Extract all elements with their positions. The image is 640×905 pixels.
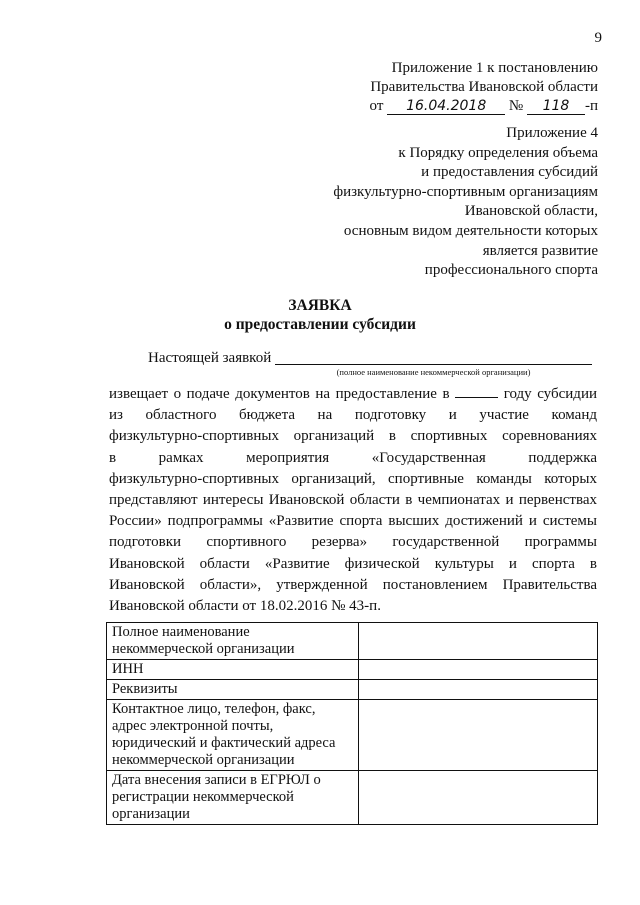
- appendix4-line: к Порядку определения объема: [398, 144, 598, 161]
- paragraph-line: подготовки спортивного резерва» государственной программы: [109, 534, 597, 551]
- appendix4-line: является развитие: [482, 242, 598, 259]
- number-suffix: -п: [584, 98, 598, 114]
- appendix1-dateline: [298, 97, 598, 116]
- row-label-requisites: Реквизиты: [107, 680, 359, 700]
- row-label-registration-date: Дата внесения записи в ЕГРЮЛ о регистрации некоммерческой организации: [107, 771, 359, 825]
- appendix4-line: Ивановской области,: [464, 203, 598, 220]
- paragraph-line: Ивановской области «Развитие физической культуры и спорта в: [109, 555, 597, 572]
- table-row: [107, 660, 598, 680]
- title-main: ЗАЯВКА: [288, 297, 352, 314]
- row-label-full-name: Полное наименование некоммерческой организации: [107, 623, 359, 660]
- page-number: 9: [594, 30, 602, 46]
- paragraph-line: Ивановской области от 18.02.2016 № 43-п.: [109, 597, 381, 614]
- appendix4-line: физкультурно-спортивным организациям: [333, 183, 598, 200]
- paragraph-line: Ивановской области», утвержденной постановлением Правительства: [109, 576, 597, 593]
- paragraph-line: в рамках мероприятия «Государственная поддержка: [109, 449, 597, 466]
- paragraph-line: извещает о подаче документов на предоставление в году субсидии: [109, 386, 597, 402]
- resolution-number: 118: [527, 99, 585, 115]
- row-label-contacts: Контактное лицо, телефон, факс, адрес электронной почты, юридический и фактический адреса некоммерческой организации: [107, 700, 359, 771]
- appendix4-line: Приложение 4: [506, 125, 598, 141]
- organization-name-hint: (полное наименование некоммерческой организации): [336, 367, 531, 377]
- paragraph-line: физкультурно-спортивных организаций в спортивных соревнованиях: [109, 428, 597, 445]
- title-sub: о предоставлении субсидии: [224, 316, 416, 333]
- paragraph-line: России» подпрограммы «Развитие спорта высших достижений и системы: [109, 513, 597, 530]
- appendix1-header: [298, 59, 598, 116]
- from-label: от: [369, 98, 384, 114]
- row-value-inn: [359, 660, 598, 680]
- application-paragraph: [109, 384, 597, 617]
- paragraph-line: из областного бюджета на подготовку и участие команд: [109, 407, 597, 424]
- row-value-contacts: [359, 700, 598, 771]
- row-label-inn: ИНН: [107, 660, 359, 680]
- table-row: [107, 680, 598, 700]
- document-title: [0, 296, 640, 334]
- row-value-full-name: [359, 623, 598, 660]
- paragraph-line: представляют интересы Ивановской области в чемпионатах и первенствах: [109, 491, 597, 508]
- table-row: [107, 623, 598, 660]
- appendix4-header: [268, 124, 598, 281]
- row-value-registration-date: [359, 771, 598, 825]
- year-blank: [455, 384, 498, 398]
- number-label: №: [508, 98, 524, 114]
- appendix4-line: и предоставления субсидий: [421, 164, 598, 181]
- appendix4-line: профессионального спорта: [424, 262, 598, 279]
- appendix1-line2: Правительства Ивановской области: [370, 79, 598, 95]
- paragraph-line: физкультурно-спортивных организаций, спортивные команды которых: [109, 470, 597, 487]
- organization-info-table: [106, 622, 598, 825]
- intro-text: Настоящей заявкой: [148, 350, 272, 366]
- appendix4-line: основным видом деятельности которых: [343, 222, 598, 239]
- appendix1-line1: Приложение 1 к постановлению: [391, 60, 598, 76]
- resolution-date: 16.04.2018: [387, 99, 505, 115]
- table-row: [107, 700, 598, 771]
- row-value-requisites: [359, 680, 598, 700]
- organization-name-line: [275, 364, 592, 365]
- table-row: [107, 771, 598, 825]
